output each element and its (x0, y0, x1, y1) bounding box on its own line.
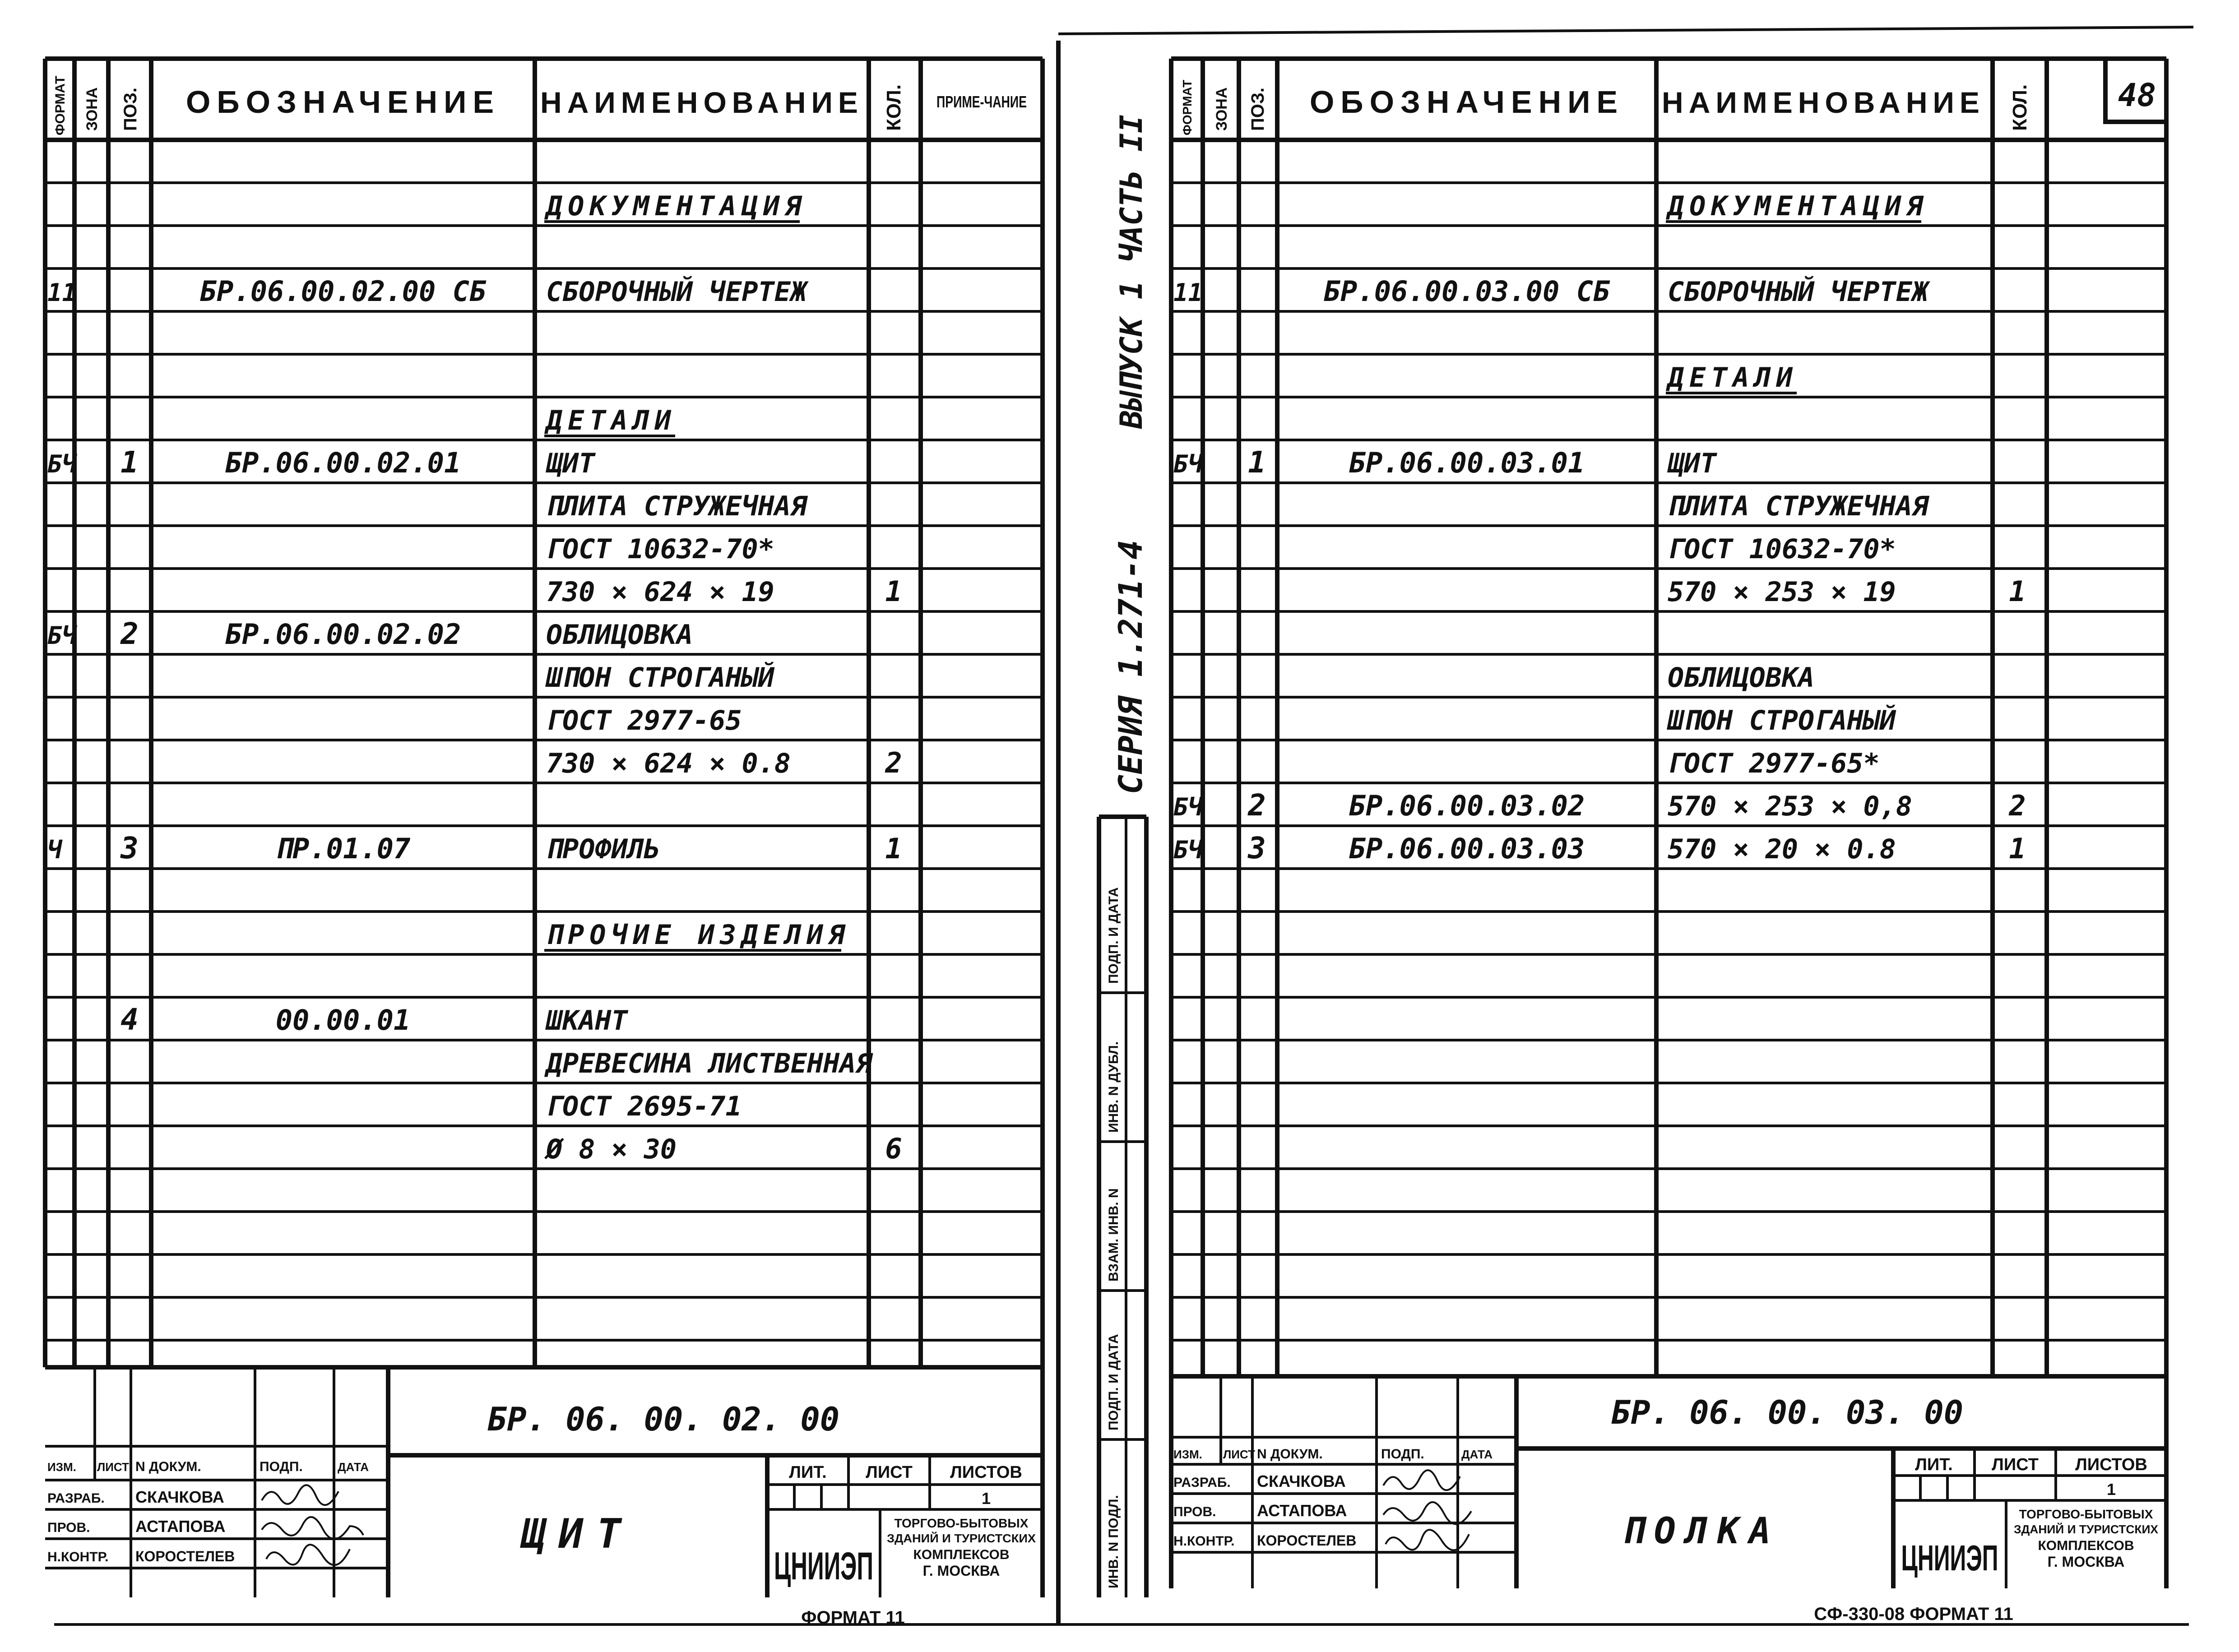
name-cell: ДОКУМЕНТАЦИЯ (1668, 190, 1928, 222)
quantity-cell: 6 (885, 1132, 902, 1165)
name-cell: ПЛИТА СТРУЖЕЧНАЯ (546, 491, 807, 522)
spine-label-inv-orig: ИНВ. N ПОДЛ. (1106, 1495, 1121, 1588)
right-header-pos: ПОЗ. (1248, 87, 1268, 131)
left-stamp-person-dev: СКАЧКОВА (135, 1488, 224, 1506)
spec-row (544, 1048, 873, 1079)
right-sheet-number: 48 (2118, 77, 2156, 114)
designation-cell: БР.06.00.02.00 СБ (199, 275, 487, 308)
spec-row (1173, 831, 2026, 865)
name-cell: СБОРОЧНЫЙ ЧЕРТЕЖ (1668, 276, 1928, 308)
right-signature-1 (1383, 1470, 1460, 1490)
spec-row (1666, 190, 1928, 222)
left-stamp-role-norm: Н.КОНТР. (47, 1550, 109, 1564)
right-org-line-4: Г. МОСКВА (2047, 1554, 2125, 1570)
right-org-line-3: КОМПЛЕКСОВ (2038, 1538, 2134, 1553)
left-title-block (45, 1367, 1043, 1597)
name-cell: ДОКУМЕНТАЦИЯ (546, 190, 807, 222)
name-cell: ГОСТ 2977-65 (546, 705, 742, 736)
format-cell: БЧ (47, 450, 77, 478)
designation-cell: 00.00.01 (275, 1004, 411, 1037)
left-stamp-sheet: ЛИСТ (866, 1463, 913, 1482)
right-stamp-sheets: ЛИСТОВ (2075, 1455, 2147, 1474)
left-stamp-head-list: ЛИСТ (97, 1460, 129, 1474)
left-org-line-3: КОМПЛЕКСОВ (913, 1547, 1010, 1562)
format-cell: БЧ (1173, 793, 1203, 821)
designation-cell: БР.06.00.03.02 (1349, 789, 1585, 822)
left-stamp-head-izm: ИЗМ. (47, 1460, 76, 1474)
left-stamp-role-check: ПРОВ. (47, 1520, 90, 1535)
left-stamp-head-sign: ПОДП. (260, 1459, 303, 1474)
position-cell: 3 (1248, 831, 1266, 865)
right-spec-rows (1173, 190, 2026, 865)
spine-label-inv-dup: ИНВ. N ДУБЛ. (1106, 1041, 1121, 1133)
designation-cell: БР.06.00.02.02 (225, 618, 461, 651)
name-cell: ОБЛИЦОВКА (1668, 662, 1815, 694)
format-cell: БЧ (47, 621, 77, 650)
designation-cell: БР.06.00.03.03 (1349, 832, 1585, 865)
quantity-cell: 1 (2009, 832, 2026, 865)
left-signature-2 (262, 1517, 363, 1539)
left-org-line-2: ЗДАНИЙ И ТУРИСТСКИХ (887, 1532, 1036, 1545)
format-cell: БЧ (1173, 450, 1203, 478)
spec-row (121, 1002, 628, 1037)
quantity-cell: 1 (885, 832, 902, 865)
left-signature-3 (266, 1545, 350, 1565)
name-cell: ОБЛИЦОВКА (546, 619, 693, 651)
right-stamp-head-doc: N ДОКУМ. (1257, 1447, 1323, 1462)
right-stamp-sheet: ЛИСТ (1992, 1455, 2039, 1474)
spine-label-replace-inv: ВЗАМ. ИНВ. N (1106, 1188, 1121, 1282)
spec-row (1668, 533, 1896, 565)
spec-row (1667, 704, 1896, 736)
left-org-line-4: Г. МОСКВА (922, 1563, 1000, 1579)
name-cell: ШКАНТ (546, 1005, 628, 1037)
right-stamp-role-dev: РАЗРАБ. (1173, 1475, 1231, 1490)
left-header-qty: КОЛ. (883, 84, 905, 131)
name-cell: 570 × 20 × 0.8 (1668, 833, 1896, 865)
spec-row (544, 190, 807, 222)
left-stamp-sheets-count: 1 (981, 1489, 991, 1508)
left-header-pos: ПОЗ. (121, 87, 140, 131)
format-cell: БЧ (1173, 836, 1203, 864)
spine-label-sign-date-1: ПОДП. И ДАТА (1106, 1334, 1121, 1430)
name-cell: ГОСТ 10632-70* (1668, 533, 1896, 565)
name-cell: ШПОН СТРОГАНЫЙ (1668, 705, 1896, 736)
spine-issue: ВЫПУСК 1 ЧАСТЬ II (1114, 115, 1150, 429)
name-cell: ГОСТ 2695-71 (546, 1091, 742, 1122)
right-org-line-2: ЗДАНИЙ И ТУРИСТСКИХ (2014, 1522, 2159, 1536)
name-cell: СБОРОЧНЫЙ ЧЕРТЕЖ (546, 276, 807, 308)
right-stamp-role-check: ПРОВ. (1173, 1504, 1216, 1519)
name-cell: ДЕТАЛИ (546, 405, 677, 436)
left-header-note: ПРИМЕ-ЧАНИЕ (936, 93, 1027, 111)
right-stamp-sheets-count: 1 (2106, 1480, 2116, 1499)
right-title-block (1171, 1376, 2166, 1588)
designation-cell: ПР.01.07 (275, 832, 411, 865)
left-stamp-head-date: ДАТА (338, 1460, 369, 1474)
spec-row (1666, 362, 1798, 393)
name-cell: ЩИТ (546, 448, 595, 479)
right-stamp-code: БР. 06. 00. 03. 00 (1611, 1393, 1964, 1431)
left-header-zone: ЗОНА (83, 87, 101, 131)
right-stamp-person-check: АСТАПОВА (1257, 1501, 1347, 1520)
position-cell: 4 (121, 1002, 139, 1037)
left-org-logo: ЦНИИЭП (774, 1545, 873, 1588)
spec-row (1668, 662, 1814, 694)
name-cell: ГОСТ 2977-65* (1668, 748, 1880, 779)
name-cell: ДЕТАЛИ (1668, 362, 1798, 393)
spec-row (545, 662, 775, 694)
spec-row (546, 491, 808, 522)
left-stamp-head-doc: N ДОКУМ. (135, 1459, 201, 1474)
left-spec-sheet (45, 59, 1043, 1628)
quantity-cell: 1 (885, 575, 902, 608)
name-cell: Ø 8 × 30 (546, 1134, 677, 1165)
quantity-cell: 1 (2009, 575, 2026, 608)
right-stamp-person-dev: СКАЧКОВА (1257, 1472, 1346, 1490)
position-cell: 1 (1248, 445, 1266, 480)
right-stamp-head-sign: ПОДП. (1381, 1447, 1424, 1462)
spec-row (1668, 491, 1930, 522)
right-header-qty: КОЛ. (2009, 84, 2031, 131)
format-cell: 11 (1173, 278, 1203, 307)
right-spec-sheet (1171, 59, 2166, 1624)
right-stamp-lit: ЛИТ. (1915, 1455, 1953, 1474)
left-org-line-1: ТОРГОВО-БЫТОВЫХ (894, 1516, 1029, 1530)
name-cell: ЩИТ (1668, 448, 1717, 479)
name-cell: 730 × 624 × 0.8 (546, 748, 791, 779)
name-cell: 570 × 253 × 19 (1668, 576, 1896, 608)
right-stamp-title: ПОЛКА (1622, 1510, 1781, 1552)
right-org-logo: ЦНИИЭП (1901, 1538, 1998, 1578)
spec-row (47, 616, 693, 651)
left-format-note: ФОРМАТ 11 (801, 1608, 905, 1628)
name-cell: ДРЕВЕСИНА ЛИСТВЕННАЯ (546, 1048, 872, 1079)
spec-row (1668, 575, 2026, 608)
right-stamp-person-norm: КОРОСТЕЛЕВ (1257, 1532, 1357, 1549)
spec-row (546, 533, 774, 565)
name-cell: ПРОЧИЕ ИЗДЕЛИЯ (546, 919, 850, 951)
left-stamp-person-norm: КОРОСТЕЛЕВ (135, 1548, 235, 1564)
right-header-name: НАИМЕНОВАНИЕ (1662, 86, 1985, 119)
name-cell: ПРОФИЛЬ (546, 833, 660, 865)
designation-cell: БР.06.00.02.01 (225, 446, 461, 479)
right-header-format: ФОРМАТ (1180, 79, 1194, 135)
left-header-format: ФОРМАТ (53, 75, 68, 135)
format-cell: Ч (47, 836, 62, 864)
position-cell: 1 (121, 445, 139, 480)
spec-row (546, 1091, 742, 1122)
left-header-name: НАИМЕНОВАНИЕ (540, 86, 863, 119)
right-stamp-head-date: ДАТА (1461, 1448, 1493, 1461)
spine-series: СЕРИЯ 1.271-4 (1112, 540, 1150, 794)
name-cell: ШПОН СТРОГАНЫЙ (546, 662, 774, 694)
left-stamp-role-dev: РАЗРАБ. (47, 1491, 105, 1506)
spec-row (546, 575, 902, 608)
right-stamp-head-list: ЛИСТ (1223, 1448, 1255, 1461)
spec-row (1173, 275, 1931, 308)
left-signature-1 (262, 1485, 338, 1505)
spec-row (47, 275, 809, 308)
spine-label-sign-date-2: ПОДП. И ДАТА (1106, 887, 1121, 984)
right-org-line-1: ТОРГОВО-БЫТОВЫХ (2019, 1507, 2153, 1521)
spec-row (544, 1132, 902, 1165)
right-header-zone: ЗОНА (1213, 87, 1230, 131)
name-cell: ПЛИТА СТРУЖЕЧНАЯ (1668, 491, 1928, 522)
left-stamp-lit: ЛИТ. (789, 1463, 827, 1482)
binding-spine (1099, 115, 1150, 1597)
spec-row (47, 831, 902, 865)
left-header-designation: ОБОЗНАЧЕНИЕ (185, 84, 501, 120)
position-cell: 3 (121, 831, 139, 865)
name-cell: ГОСТ 10632-70* (546, 533, 774, 565)
quantity-cell: 2 (2009, 789, 2026, 822)
format-cell: 11 (47, 278, 77, 307)
name-cell: 730 × 624 × 19 (546, 576, 774, 608)
spec-row (544, 405, 677, 436)
designation-cell: БР.06.00.03.01 (1349, 446, 1585, 479)
designation-cell: БР.06.00.03.00 СБ (1323, 275, 1610, 308)
spec-row (546, 705, 742, 736)
name-cell: 570 × 253 × 0,8 (1668, 791, 1912, 822)
right-header-designation: ОБОЗНАЧЕНИЕ (1309, 84, 1624, 120)
right-stamp-head-izm: ИЗМ. (1173, 1448, 1202, 1461)
top-cut-line (1058, 27, 2193, 34)
spec-row (1173, 445, 1717, 480)
spec-row (1173, 788, 2026, 823)
spec-row (1668, 748, 1880, 779)
spec-row (544, 919, 850, 951)
right-format-note: СФ-330-08 ФОРМАТ 11 (1814, 1604, 2013, 1624)
quantity-cell: 2 (885, 746, 902, 779)
left-stamp-code: БР. 06. 00. 02. 00 (487, 1400, 840, 1438)
left-stamp-title: ЩИТ (520, 1510, 635, 1558)
left-stamp-person-check: АСТАПОВА (135, 1517, 226, 1536)
left-stamp-sheets: ЛИСТОВ (950, 1463, 1022, 1482)
right-stamp-role-norm: Н.КОНТР. (1173, 1534, 1235, 1549)
position-cell: 2 (1248, 788, 1266, 823)
position-cell: 2 (121, 616, 139, 651)
spec-row (546, 746, 902, 779)
left-spec-rows (47, 190, 902, 1165)
spec-row (47, 445, 596, 480)
